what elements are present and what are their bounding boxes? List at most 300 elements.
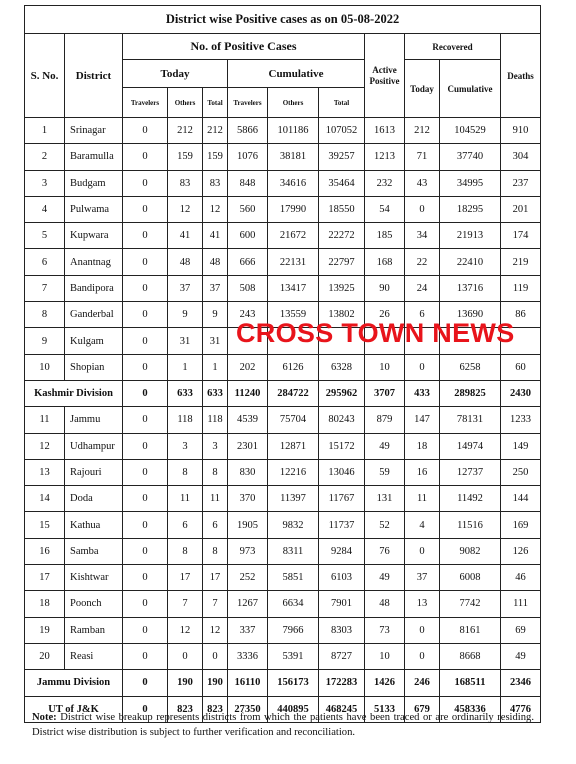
cumulative-travelers-cell: 600 xyxy=(228,223,268,249)
sno-cell: 19 xyxy=(25,617,65,643)
active-positive-cell: 48 xyxy=(365,591,405,617)
table-row xyxy=(25,354,541,380)
deaths-cell: 304 xyxy=(501,144,541,170)
today-total-cell: 12 xyxy=(203,617,228,643)
cumulative-travelers-header: Travelers xyxy=(228,88,268,118)
recovered-cumulative-cell: 11516 xyxy=(440,512,501,538)
today-others-cell: 0 xyxy=(168,643,203,669)
today-travelers-cell: 0 xyxy=(123,486,168,512)
active-positive-cell: 131 xyxy=(365,486,405,512)
cumulative-total-cell: 22272 xyxy=(319,223,365,249)
recovered-today-cell: 13 xyxy=(405,591,440,617)
cumulative-travelers-cell: 560 xyxy=(228,196,268,222)
today-others-cell: 823 xyxy=(168,696,203,722)
cumulative-travelers-cell: 370 xyxy=(228,486,268,512)
recovered-cumulative-cell: 21913 xyxy=(440,223,501,249)
today-others-cell: 7 xyxy=(168,591,203,617)
cumulative-others-cell: 75704 xyxy=(268,407,319,433)
cumulative-total-cell: 18550 xyxy=(319,196,365,222)
today-others-cell: 6 xyxy=(168,512,203,538)
recovered-today-cell: 246 xyxy=(405,670,440,696)
table-body xyxy=(25,118,541,723)
today-others-cell: 8 xyxy=(168,459,203,485)
recovered-cumulative-cell: 8668 xyxy=(440,643,501,669)
deaths-header: Deaths xyxy=(501,34,541,118)
table-row xyxy=(25,512,541,538)
active-positive-cell: 1213 xyxy=(365,144,405,170)
today-travelers-cell: 0 xyxy=(123,380,168,406)
district-cell: Rajouri xyxy=(65,459,123,485)
cumulative-total-cell: 35464 xyxy=(319,170,365,196)
recovered-cumulative-cell: 11492 xyxy=(440,486,501,512)
cumulative-total-cell: 9284 xyxy=(319,538,365,564)
deaths-cell: 69 xyxy=(501,617,541,643)
table-row xyxy=(25,407,541,433)
deaths-cell: 46 xyxy=(501,565,541,591)
today-others-cell: 8 xyxy=(168,538,203,564)
cumulative-travelers-cell: 5866 xyxy=(228,118,268,144)
today-total-cell: 17 xyxy=(203,565,228,591)
recovered-cumulative-cell: 13690 xyxy=(440,302,501,328)
today-travelers-cell: 0 xyxy=(123,538,168,564)
deaths-cell: 126 xyxy=(501,538,541,564)
deaths-cell: 86 xyxy=(501,302,541,328)
deaths-cell: 149 xyxy=(501,433,541,459)
table-row xyxy=(25,433,541,459)
recovered-today-cell: 43 xyxy=(405,170,440,196)
recovered-today-header: Today xyxy=(405,60,440,118)
district-cell: Poonch xyxy=(65,591,123,617)
positive-cases-table xyxy=(24,5,541,723)
cumulative-others-cell: 5851 xyxy=(268,565,319,591)
recovered-cumulative-cell: 37740 xyxy=(440,144,501,170)
today-total-cell: 11 xyxy=(203,486,228,512)
table-row xyxy=(25,249,541,275)
jammu-division-row xyxy=(25,670,541,696)
today-travelers-cell: 0 xyxy=(123,275,168,301)
table-row xyxy=(25,118,541,144)
district-cell: Reasi xyxy=(65,643,123,669)
recovered-cumulative-cell: 6008 xyxy=(440,565,501,591)
sno-cell: 13 xyxy=(25,459,65,485)
cumulative-others-cell: 284722 xyxy=(268,380,319,406)
district-cell: Udhampur xyxy=(65,433,123,459)
table-header xyxy=(25,6,541,118)
today-travelers-cell: 0 xyxy=(123,170,168,196)
table-row xyxy=(25,565,541,591)
district-cell: Bandipora xyxy=(65,275,123,301)
today-travelers-cell: 0 xyxy=(123,354,168,380)
today-others-cell: 12 xyxy=(168,617,203,643)
district-cell: Doda xyxy=(65,486,123,512)
cumulative-travelers-cell: 848 xyxy=(228,170,268,196)
table-row xyxy=(25,196,541,222)
recovered-cumulative-cell: 8161 xyxy=(440,617,501,643)
district-cell: Kulgam xyxy=(65,328,123,354)
cumulative-header: Cumulative xyxy=(228,60,365,88)
recovered-cumulative-cell: 34995 xyxy=(440,170,501,196)
recovered-cumulative-cell: 12737 xyxy=(440,459,501,485)
deaths-cell: 119 xyxy=(501,275,541,301)
recovered-header: Recovered xyxy=(405,34,501,60)
sno-cell: 11 xyxy=(25,407,65,433)
recovered-cumulative-cell: 458336 xyxy=(440,696,501,722)
today-total-cell: 3 xyxy=(203,433,228,459)
today-total-cell: 12 xyxy=(203,196,228,222)
note-text: District wise breakup represents districts from which the patients have been traced or are ordinarily residing. District wise distribution is subject to further verification and reconciliation. xyxy=(32,712,534,738)
recovered-today-cell: 71 xyxy=(405,144,440,170)
today-total-cell: 8 xyxy=(203,459,228,485)
cumulative-travelers-cell: 243 xyxy=(228,302,268,328)
table-row xyxy=(25,275,541,301)
district-cell: Samba xyxy=(65,538,123,564)
cumulative-total-cell: 7901 xyxy=(319,591,365,617)
cumulative-others-cell: 6634 xyxy=(268,591,319,617)
today-travelers-cell: 0 xyxy=(123,591,168,617)
recovered-today-cell: 34 xyxy=(405,223,440,249)
table-row xyxy=(25,459,541,485)
sno-cell: 6 xyxy=(25,249,65,275)
deaths-cell: 250 xyxy=(501,459,541,485)
sno-cell: 18 xyxy=(25,591,65,617)
cumulative-total-cell: 13046 xyxy=(319,459,365,485)
recovered-today-cell: 24 xyxy=(405,275,440,301)
sno-header: S. No. xyxy=(25,34,65,118)
cumulative-travelers-cell: 337 xyxy=(228,617,268,643)
cumulative-others-cell: 38181 xyxy=(268,144,319,170)
active-positive-cell: 232 xyxy=(365,170,405,196)
cumulative-travelers-cell: 11240 xyxy=(228,380,268,406)
positive-cases-header: No. of Positive Cases xyxy=(123,34,365,60)
sno-cell: 10 xyxy=(25,354,65,380)
table-title: District wise Positive cases as on 05-08-2022 xyxy=(25,6,541,34)
kashmir-division-row xyxy=(25,380,541,406)
recovered-cumulative-cell: 289825 xyxy=(440,380,501,406)
today-total-cell: 212 xyxy=(203,118,228,144)
today-travelers-cell: 0 xyxy=(123,433,168,459)
today-travelers-cell: 0 xyxy=(123,196,168,222)
recovered-today-cell: 0 xyxy=(405,196,440,222)
table-row xyxy=(25,617,541,643)
cumulative-travelers-cell: 2301 xyxy=(228,433,268,459)
today-total-header: Total xyxy=(203,88,228,118)
recovered-today-cell: 37 xyxy=(405,565,440,591)
today-others-cell: 1 xyxy=(168,354,203,380)
recovered-cumulative-cell: 14974 xyxy=(440,433,501,459)
cumulative-total-cell: 295962 xyxy=(319,380,365,406)
today-others-cell: 48 xyxy=(168,249,203,275)
table-row xyxy=(25,643,541,669)
today-travelers-cell: 0 xyxy=(123,249,168,275)
sno-cell: 16 xyxy=(25,538,65,564)
cumulative-others-cell: 13417 xyxy=(268,275,319,301)
cumulative-total-cell: 13925 xyxy=(319,275,365,301)
sno-cell: 20 xyxy=(25,643,65,669)
today-others-cell: 3 xyxy=(168,433,203,459)
deaths-cell: 201 xyxy=(501,196,541,222)
today-others-cell: 633 xyxy=(168,380,203,406)
today-travelers-cell: 0 xyxy=(123,223,168,249)
cumulative-travelers-cell: 27350 xyxy=(228,696,268,722)
sno-cell: 8 xyxy=(25,302,65,328)
cumulative-total-cell: 11767 xyxy=(319,486,365,512)
active-positive-cell: 49 xyxy=(365,433,405,459)
recovered-today-cell: 11 xyxy=(405,486,440,512)
today-total-cell: 48 xyxy=(203,249,228,275)
deaths-cell: 174 xyxy=(501,223,541,249)
cumulative-total-cell: 13802 xyxy=(319,302,365,328)
deaths-cell: 2346 xyxy=(501,670,541,696)
table-row xyxy=(25,538,541,564)
recovered-cumulative-cell: 78131 xyxy=(440,407,501,433)
active-positive-cell: 168 xyxy=(365,249,405,275)
cumulative-others-cell: 34616 xyxy=(268,170,319,196)
deaths-cell: 910 xyxy=(501,118,541,144)
today-travelers-cell: 0 xyxy=(123,328,168,354)
district-cell: Pulwama xyxy=(65,196,123,222)
today-travelers-cell: 0 xyxy=(123,118,168,144)
recovered-today-cell: 18 xyxy=(405,433,440,459)
deaths-cell: 49 xyxy=(501,643,541,669)
district-cell: Anantnag xyxy=(65,249,123,275)
active-positive-cell: 52 xyxy=(365,512,405,538)
active-positive-cell: 76 xyxy=(365,538,405,564)
active-positive-cell: 185 xyxy=(365,223,405,249)
cumulative-others-cell: 21672 xyxy=(268,223,319,249)
deaths-cell: 2430 xyxy=(501,380,541,406)
cumulative-travelers-cell: 1905 xyxy=(228,512,268,538)
cumulative-total-cell: 39257 xyxy=(319,144,365,170)
today-others-header: Others xyxy=(168,88,203,118)
cumulative-total-cell: 11737 xyxy=(319,512,365,538)
cumulative-others-cell: 17990 xyxy=(268,196,319,222)
active-positive-cell: 1613 xyxy=(365,118,405,144)
jammu-division-row-label: Jammu Division xyxy=(25,670,123,696)
table-row xyxy=(25,591,541,617)
cumulative-total-cell: 80243 xyxy=(319,407,365,433)
today-total-cell: 823 xyxy=(203,696,228,722)
active-positive-cell: 3707 xyxy=(365,380,405,406)
today-others-cell: 41 xyxy=(168,223,203,249)
cumulative-others-cell: 6126 xyxy=(268,354,319,380)
recovered-cumulative-header: Cumulative xyxy=(440,60,501,118)
recovered-cumulative-cell: 18295 xyxy=(440,196,501,222)
table-row xyxy=(25,486,541,512)
cumulative-total-cell: 22797 xyxy=(319,249,365,275)
today-total-cell: 9 xyxy=(203,302,228,328)
cumulative-total-cell: 107052 xyxy=(319,118,365,144)
sno-cell: 7 xyxy=(25,275,65,301)
cumulative-total-cell: 15172 xyxy=(319,433,365,459)
today-total-cell: 159 xyxy=(203,144,228,170)
today-total-cell: 31 xyxy=(203,328,228,354)
recovered-cumulative-cell: 7742 xyxy=(440,591,501,617)
cumulative-travelers-cell: 830 xyxy=(228,459,268,485)
kashmir-division-row-label: Kashmir Division xyxy=(25,380,123,406)
active-positive-cell: 1426 xyxy=(365,670,405,696)
today-total-cell: 190 xyxy=(203,670,228,696)
recovered-today-cell: 0 xyxy=(405,354,440,380)
recovered-cumulative-cell: 13716 xyxy=(440,275,501,301)
cumulative-total-cell: 172283 xyxy=(319,670,365,696)
deaths-cell: 60 xyxy=(501,354,541,380)
active-positive-cell: 5133 xyxy=(365,696,405,722)
cumulative-others-cell: 22131 xyxy=(268,249,319,275)
ut-total-row-label: UT of J&K xyxy=(25,696,123,722)
cumulative-travelers-cell: 3336 xyxy=(228,643,268,669)
deaths-cell: 144 xyxy=(501,486,541,512)
active-positive-cell: 59 xyxy=(365,459,405,485)
deaths-cell: 111 xyxy=(501,591,541,617)
cumulative-total-cell: 8727 xyxy=(319,643,365,669)
recovered-today-cell: 679 xyxy=(405,696,440,722)
today-travelers-cell: 0 xyxy=(123,144,168,170)
today-travelers-cell: 0 xyxy=(123,512,168,538)
table-row xyxy=(25,223,541,249)
cumulative-travelers-cell: 252 xyxy=(228,565,268,591)
active-positive-cell: 90 xyxy=(365,275,405,301)
cumulative-others-cell: 440895 xyxy=(268,696,319,722)
note-label: Note: xyxy=(32,712,57,723)
district-cell: Baramulla xyxy=(65,144,123,170)
cumulative-others-cell: 7966 xyxy=(268,617,319,643)
active-positive-cell: 49 xyxy=(365,565,405,591)
cumulative-total-cell: 468245 xyxy=(319,696,365,722)
district-cell: Shopian xyxy=(65,354,123,380)
today-others-cell: 31 xyxy=(168,328,203,354)
table-row xyxy=(25,144,541,170)
today-travelers-header: Travelers xyxy=(123,88,168,118)
recovered-today-cell: 433 xyxy=(405,380,440,406)
district-cell: Budgam xyxy=(65,170,123,196)
sno-cell: 5 xyxy=(25,223,65,249)
recovered-today-cell: 4 xyxy=(405,512,440,538)
district-cell: Ramban xyxy=(65,617,123,643)
today-others-cell: 190 xyxy=(168,670,203,696)
cumulative-travelers-cell: 1267 xyxy=(228,591,268,617)
deaths-cell: 237 xyxy=(501,170,541,196)
sno-cell: 12 xyxy=(25,433,65,459)
active-positive-cell: 26 xyxy=(365,302,405,328)
sno-cell: 9 xyxy=(25,328,65,354)
cumulative-others-cell: 12871 xyxy=(268,433,319,459)
today-total-cell: 118 xyxy=(203,407,228,433)
recovered-cumulative-cell: 6258 xyxy=(440,354,501,380)
footnote xyxy=(32,710,534,740)
today-total-cell: 6 xyxy=(203,512,228,538)
today-travelers-cell: 0 xyxy=(123,407,168,433)
cumulative-travelers-cell: 202 xyxy=(228,354,268,380)
recovered-today-cell: 0 xyxy=(405,643,440,669)
today-total-cell: 7 xyxy=(203,591,228,617)
table-row xyxy=(25,170,541,196)
sno-cell: 4 xyxy=(25,196,65,222)
today-others-cell: 17 xyxy=(168,565,203,591)
cumulative-others-cell: 101186 xyxy=(268,118,319,144)
cumulative-total-cell: 6103 xyxy=(319,565,365,591)
cumulative-others-cell: 12216 xyxy=(268,459,319,485)
deaths-cell: 4776 xyxy=(501,696,541,722)
today-others-cell: 83 xyxy=(168,170,203,196)
district-cell: Ganderbal xyxy=(65,302,123,328)
today-travelers-cell: 0 xyxy=(123,617,168,643)
watermark-logo: CROSS TOWN NEWS xyxy=(236,318,515,348)
today-travelers-cell: 0 xyxy=(123,696,168,722)
today-others-cell: 11 xyxy=(168,486,203,512)
recovered-cumulative-cell: 104529 xyxy=(440,118,501,144)
sno-cell: 2 xyxy=(25,144,65,170)
today-total-cell: 37 xyxy=(203,275,228,301)
cumulative-others-cell: 156173 xyxy=(268,670,319,696)
today-travelers-cell: 0 xyxy=(123,459,168,485)
today-others-cell: 12 xyxy=(168,196,203,222)
cumulative-travelers-cell: 973 xyxy=(228,538,268,564)
cumulative-travelers-cell: 16110 xyxy=(228,670,268,696)
cumulative-total-header: Total xyxy=(319,88,365,118)
active-positive-cell: 879 xyxy=(365,407,405,433)
deaths-cell: 1233 xyxy=(501,407,541,433)
recovered-today-cell: 212 xyxy=(405,118,440,144)
district-cases-sheet xyxy=(24,5,540,723)
today-travelers-cell: 0 xyxy=(123,302,168,328)
today-total-cell: 0 xyxy=(203,643,228,669)
sno-cell: 15 xyxy=(25,512,65,538)
today-travelers-cell: 0 xyxy=(123,565,168,591)
today-others-cell: 212 xyxy=(168,118,203,144)
today-total-cell: 41 xyxy=(203,223,228,249)
sno-cell: 1 xyxy=(25,118,65,144)
cumulative-others-cell: 11397 xyxy=(268,486,319,512)
sno-cell: 14 xyxy=(25,486,65,512)
cumulative-travelers-cell: 666 xyxy=(228,249,268,275)
recovered-cumulative-cell: 9082 xyxy=(440,538,501,564)
today-total-cell: 633 xyxy=(203,380,228,406)
district-cell: Kathua xyxy=(65,512,123,538)
active-positive-cell: 10 xyxy=(365,354,405,380)
deaths-cell: 169 xyxy=(501,512,541,538)
deaths-cell: 219 xyxy=(501,249,541,275)
recovered-today-cell: 0 xyxy=(405,538,440,564)
district-header: District xyxy=(65,34,123,118)
cumulative-travelers-cell: 508 xyxy=(228,275,268,301)
active-positive-header: Active Positive xyxy=(365,34,405,118)
district-cell: Kishtwar xyxy=(65,565,123,591)
cumulative-total-cell: 6328 xyxy=(319,354,365,380)
recovered-cumulative-cell: 168511 xyxy=(440,670,501,696)
cumulative-others-header: Others xyxy=(268,88,319,118)
today-travelers-cell: 0 xyxy=(123,643,168,669)
recovered-today-cell: 0 xyxy=(405,617,440,643)
recovered-today-cell: 147 xyxy=(405,407,440,433)
today-total-cell: 8 xyxy=(203,538,228,564)
sno-cell: 17 xyxy=(25,565,65,591)
district-cell: Kupwara xyxy=(65,223,123,249)
recovered-today-cell: 6 xyxy=(405,302,440,328)
recovered-today-cell: 22 xyxy=(405,249,440,275)
today-others-cell: 37 xyxy=(168,275,203,301)
recovered-today-cell: 16 xyxy=(405,459,440,485)
cumulative-travelers-cell: 4539 xyxy=(228,407,268,433)
today-others-cell: 118 xyxy=(168,407,203,433)
cumulative-travelers-cell: 1076 xyxy=(228,144,268,170)
cumulative-others-cell: 13559 xyxy=(268,302,319,328)
sno-cell: 3 xyxy=(25,170,65,196)
today-others-cell: 159 xyxy=(168,144,203,170)
today-total-cell: 1 xyxy=(203,354,228,380)
active-positive-cell: 10 xyxy=(365,643,405,669)
active-positive-cell: 73 xyxy=(365,617,405,643)
recovered-cumulative-cell: 22410 xyxy=(440,249,501,275)
